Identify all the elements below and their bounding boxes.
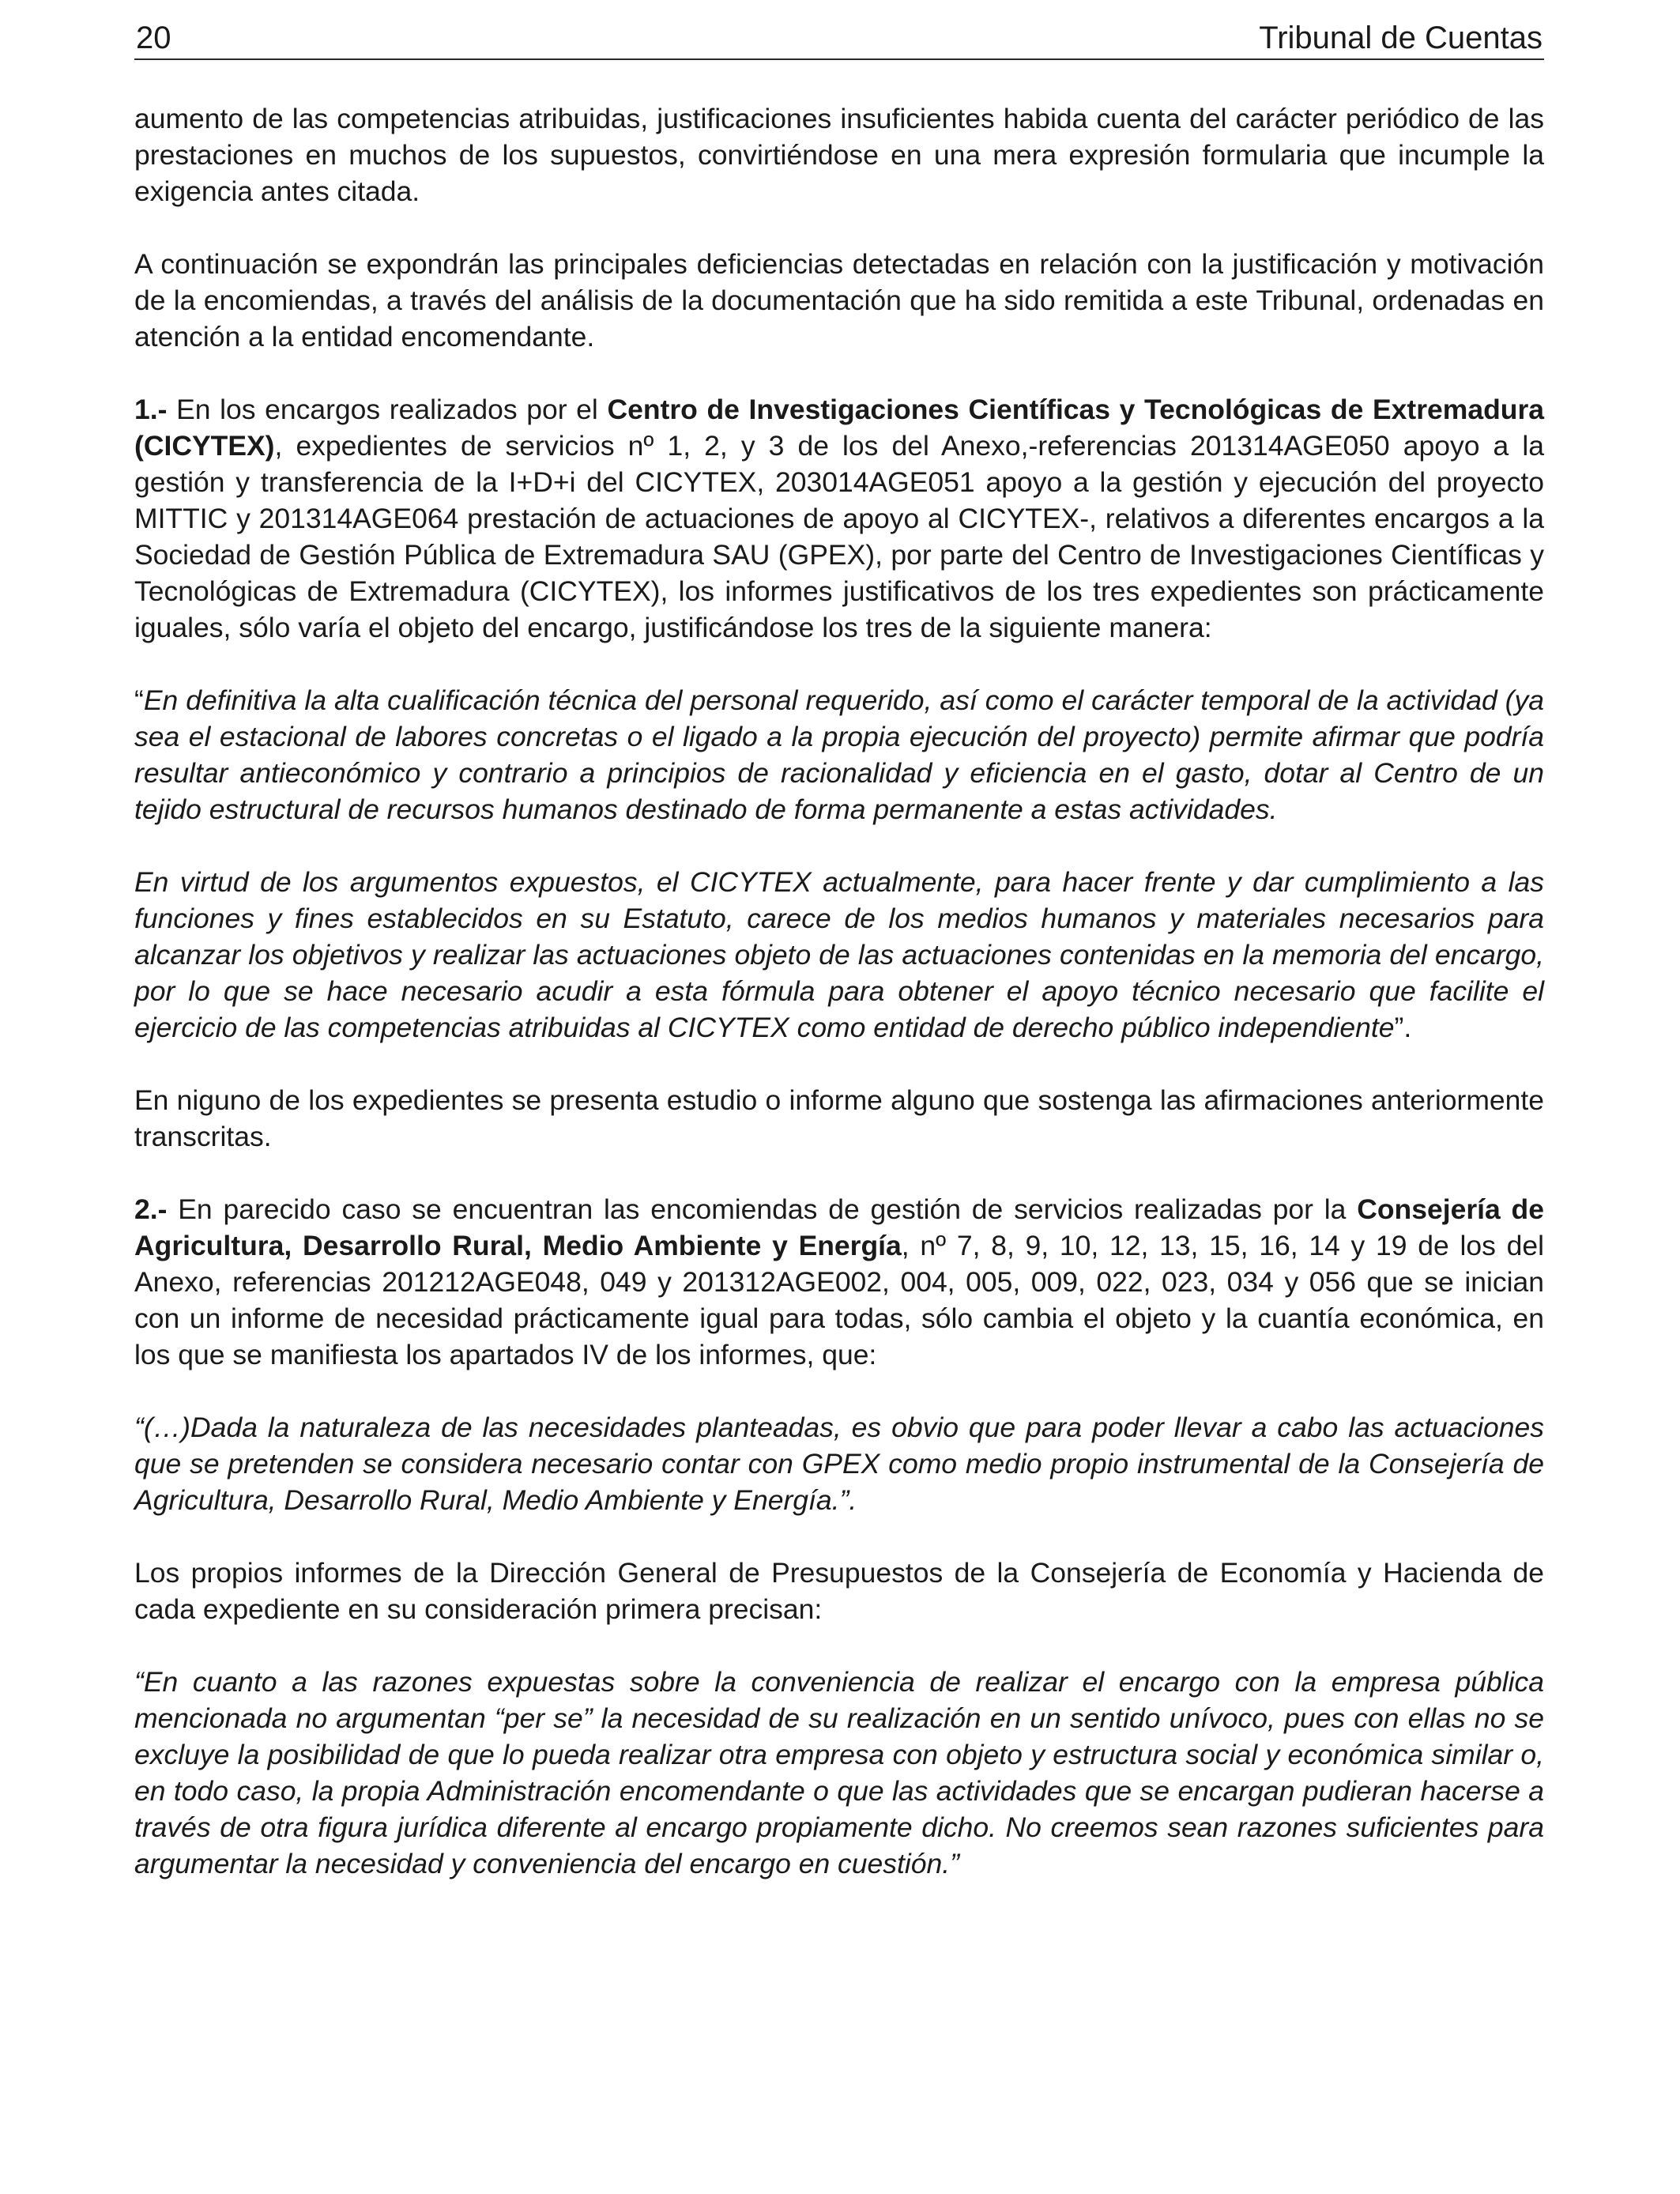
paragraph-intro-continuation: aumento de las competencias atribuidas, justificaciones insuficientes habida cuenta del carácter periódico de las prestaciones en muchos de los supuestos, convirtiéndose en una mera expresión formularia que incumple la exigencia antes citada. — [134, 103, 1544, 207]
item-1-text-a: En los encargos realizados por el — [167, 394, 608, 425]
page-number: 20 — [136, 21, 171, 55]
paragraph-item-2 — [134, 1191, 1544, 1373]
item-2-entity: Consejería de Agricultura, Desarrollo Rural, Medio Ambiente y Energía — [134, 1193, 1544, 1261]
quote-1-text: En definitiva la alta cualificación técnica del personal requerido, así como el carácter temporal de la actividad (ya sea el estacional de labores concretas o el ligado a la propia ejecución del proyecto) permite afirmar que podría resultar antieconómico y contrario a principios de racionalidad y eficiencia en el gasto, dotar al Centro de un tejido estructural de recursos humanos destinado de forma permanente a estas actividades. — [134, 684, 1544, 825]
quote-consejeria: “(…)Dada la naturaleza de las necesidades planteadas, es obvio que para poder llevar a cabo las actuaciones que se pretenden se considera necesario contar con GPEX como medio propio instrumental de la Consejería de Agricultura, Desarrollo Rural, Medio Ambiente y Energía.”. — [134, 1412, 1544, 1516]
quote-cicytex-2 — [134, 864, 1544, 1046]
item-2-text-a: En parecido caso se encuentran las encomiendas de gestión de servicios realizadas por la — [167, 1193, 1358, 1225]
paragraph-deficiencies-intro: A continuación se expondrán las principales deficiencias detectadas en relación con la justificación y motivación de la encomiendas, a través del análisis de la documentación que ha sido remitida a este Tribunal, ordenadas en atención a la entidad encomendante. — [134, 248, 1544, 352]
quote-2-close-mark: ”. — [1394, 1012, 1412, 1043]
item-1-text-b: , expedientes de servicios nº 1, 2, y 3 de los del Anexo,-referencias 201314AGE050 apoyo a la gestión y transferencia de la I+D+i del CICYTEX, 203014AGE051 apoyo a la gestión y ejecución del proyecto MITTIC y 201314AGE064 prestación de actuaciones de apoyo al CICYTEX-, relativos a diferentes encargos a la Sociedad de Gestión Pública de Extremadura SAU (GPEX), por parte del Centro de Investigaciones Científicas y Tecnológicas de Extremadura (CICYTEX), los informes justificativos de los tres expedientes son prácticamente iguales, sólo varía el objeto del encargo, justificándose los tres de la siguiente manera: — [134, 430, 1544, 643]
paragraph-no-study: En niguno de los expedientes se presenta estudio o informe alguno que sostenga las afirmaciones anteriormente transcritas. — [134, 1084, 1544, 1152]
document-body — [134, 100, 1544, 1882]
item-1-entity: Centro de Investigaciones Científicas y Tecnológicas de Extremadura (CICYTEX) — [134, 394, 1545, 462]
item-1-number: 1.- — [134, 394, 168, 425]
quote-1-open-mark: “ — [134, 684, 144, 716]
quote-cicytex-1 — [134, 682, 1544, 827]
page-header — [134, 17, 1544, 60]
header-title: Tribunal de Cuentas — [1259, 21, 1543, 55]
item-2-text-b: , nº 7, 8, 9, 10, 12, 13, 15, 16, 14 y 19 de los del Anexo, referencias 201212AGE048, 049 y 201312AGE002, 004, 005, 009, 022, 023, 034 y 056 que se inician con un informe de necesidad prácticamente igual para todas, sólo cambia el objeto y la cuantía económica, en los que se manifiesta los apartados IV de los informes, que: — [134, 1230, 1544, 1370]
quote-budget-direction: “En cuanto a las razones expuestas sobre la conveniencia de realizar el encargo con la empresa pública mencionada no argumentan “per se” la necesidad de su realización en un sentido unívoco, pues con ellas no se excluye la posibilidad de que lo pueda realizar otra empresa con objeto y estructura social y económica similar o, en todo caso, la propia Administración encomendante o que las actividades que se encargan pudieran hacerse a través de otra figura jurídica diferente al encargo propiamente dicho. No creemos sean razones suficientes para argumentar la necesidad y conveniencia del encargo en cuestión.” — [134, 1666, 1544, 1879]
paragraph-budget-reports: Los propios informes de la Dirección General de Presupuestos de la Consejería de Economía y Hacienda de cada expediente en su consideración primera precisan: — [134, 1557, 1544, 1625]
paragraph-item-1 — [134, 391, 1544, 646]
item-2-number: 2.- — [134, 1193, 168, 1225]
quote-2-text: En virtud de los argumentos expuestos, el CICYTEX actualmente, para hacer frente y dar cumplimiento a las funciones y fines establecidos en su Estatuto, carece de los medios humanos y materiales necesarios para alcanzar los objetivos y realizar las actuaciones objeto de las actuaciones contenidas en la memoria del encargo, por lo que se hace necesario acudir a esta fórmula para obtener el apoyo técnico necesario que facilite el ejercicio de las competencias atribuidas al CICYTEX como entidad de derecho público independiente — [134, 866, 1544, 1043]
